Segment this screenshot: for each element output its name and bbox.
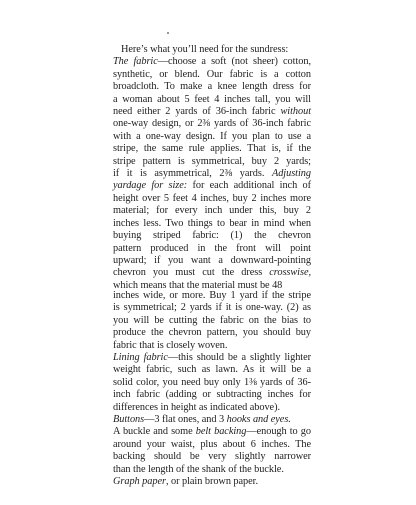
text-run: , or plain brown paper. [165,476,259,488]
text-run: which means that the material must be 48 [113,279,283,291]
text-run: synthetic, or blend. Our fabric is a cotton [113,68,311,80]
text-line [113,94,311,106]
text-line [113,352,311,364]
text-line [113,205,311,217]
italic-term: The fabric [113,56,158,68]
text-run: you will be cutting the fabric on the bias to [113,314,311,326]
text-run: stripe, the same rule applies. That is, if the [113,143,311,155]
text-line [113,315,311,327]
text-line [113,218,311,230]
text-run: produce the chevron pattern, you should buy [113,327,311,339]
text-line [113,389,311,401]
text-line [113,267,311,279]
text-run: around your waist, plus about 6 inches. The [113,438,311,450]
text-run: fabric that is closely woven. [113,339,228,351]
italic-term: without [280,106,311,118]
italic-term: Adjusting [271,168,311,180]
text-run: height over 5 feet 4 inches, buy 2 inches more [113,192,311,204]
italic-term: Graph paper [113,476,166,488]
italic-term: belt backing [195,426,247,438]
text-run: —enough to go [246,426,311,438]
text-run: backing should be very slightly narrower [113,451,311,463]
text-run: material; for every inch under this, buy 2 [113,205,311,217]
text-block-lower [113,290,311,489]
text-run: —3 flat ones, and 3 [144,414,227,426]
text-line [113,156,311,168]
text-line [113,476,311,488]
text-line [113,439,311,451]
text-run: broadcloth. To make a knee length dress for [113,81,311,93]
text-line [113,377,311,389]
text-line [113,364,311,376]
text-line [113,131,311,143]
text-run: with a one-way design. If you plan to use a [113,130,311,142]
text-line [113,290,311,302]
text-line [113,302,311,314]
text-run: buying striped fabric: (1) the chevron [113,230,311,242]
text-line [113,168,311,180]
text-line [113,414,311,426]
text-run: differences in height as indicated above). [113,401,280,413]
text-run: inch fabric (adding or subtracting inches for [113,389,311,401]
text-run: inches less. Two things to bear in mind when [113,217,311,229]
text-run: is symmetrical; 2 yards if it is one-way. (2) as [113,302,311,314]
text-line [113,81,311,93]
text-line [113,464,311,476]
text-run: solid color, you need buy only 1⅜ yards of 36- [113,376,311,388]
text-line [113,118,311,130]
italic-term: Buttons [113,414,145,426]
text-run: need either 2 yards of 36-inch fabric [113,106,281,118]
text-run: one-way design, or 2⅜ yards of 36-inch fabric [113,118,311,130]
text-run: —this should be a slightly lighter [167,352,311,364]
text-run: for each additional inch of [187,180,311,192]
text-run: pattern produced in the front will point [113,242,311,254]
text-line [113,44,311,56]
text-run: —choose a soft (not sheer) cotton, [157,56,311,68]
italic-term: yardage for size: [113,180,188,192]
italic-term: crosswise, [269,267,311,279]
text-line [113,340,311,352]
text-run: chevron you must cut the dress [113,267,270,279]
text-line [113,106,311,118]
paper-speck [167,32,169,34]
text-block-upper [113,44,311,292]
text-line [113,69,311,81]
text-line [113,243,311,255]
text-line [113,255,311,267]
text-line [113,56,311,68]
text-line [113,143,311,155]
text-line [113,402,311,414]
text-run: weight fabric, such as lawn. As it will be a [113,364,311,376]
text-line [113,451,311,463]
text-run: A buckle and some [113,426,196,438]
text-line [113,327,311,339]
text-run: Here’s what you’ll need for the sundress: [121,44,289,55]
text-run: upward; if you want a downward-pointing [113,254,311,266]
italic-term: hooks and eyes. [226,414,291,426]
text-line [113,180,311,192]
text-run: stripe pattern is symmetrical, buy 2 yards; [113,155,311,167]
text-run: than the length of the shank of the buckle. [113,463,284,475]
text-run: if it is asymmetrical, 2⅜ yards. [113,168,272,180]
italic-term: Lining fabric [113,352,168,364]
text-line [113,230,311,242]
text-run: inches wide, or more. Buy 1 yard if the stripe [113,290,311,301]
text-line [113,193,311,205]
text-run: a woman about 5 feet 4 inches tall, you will [113,93,311,105]
text-line [113,426,311,438]
